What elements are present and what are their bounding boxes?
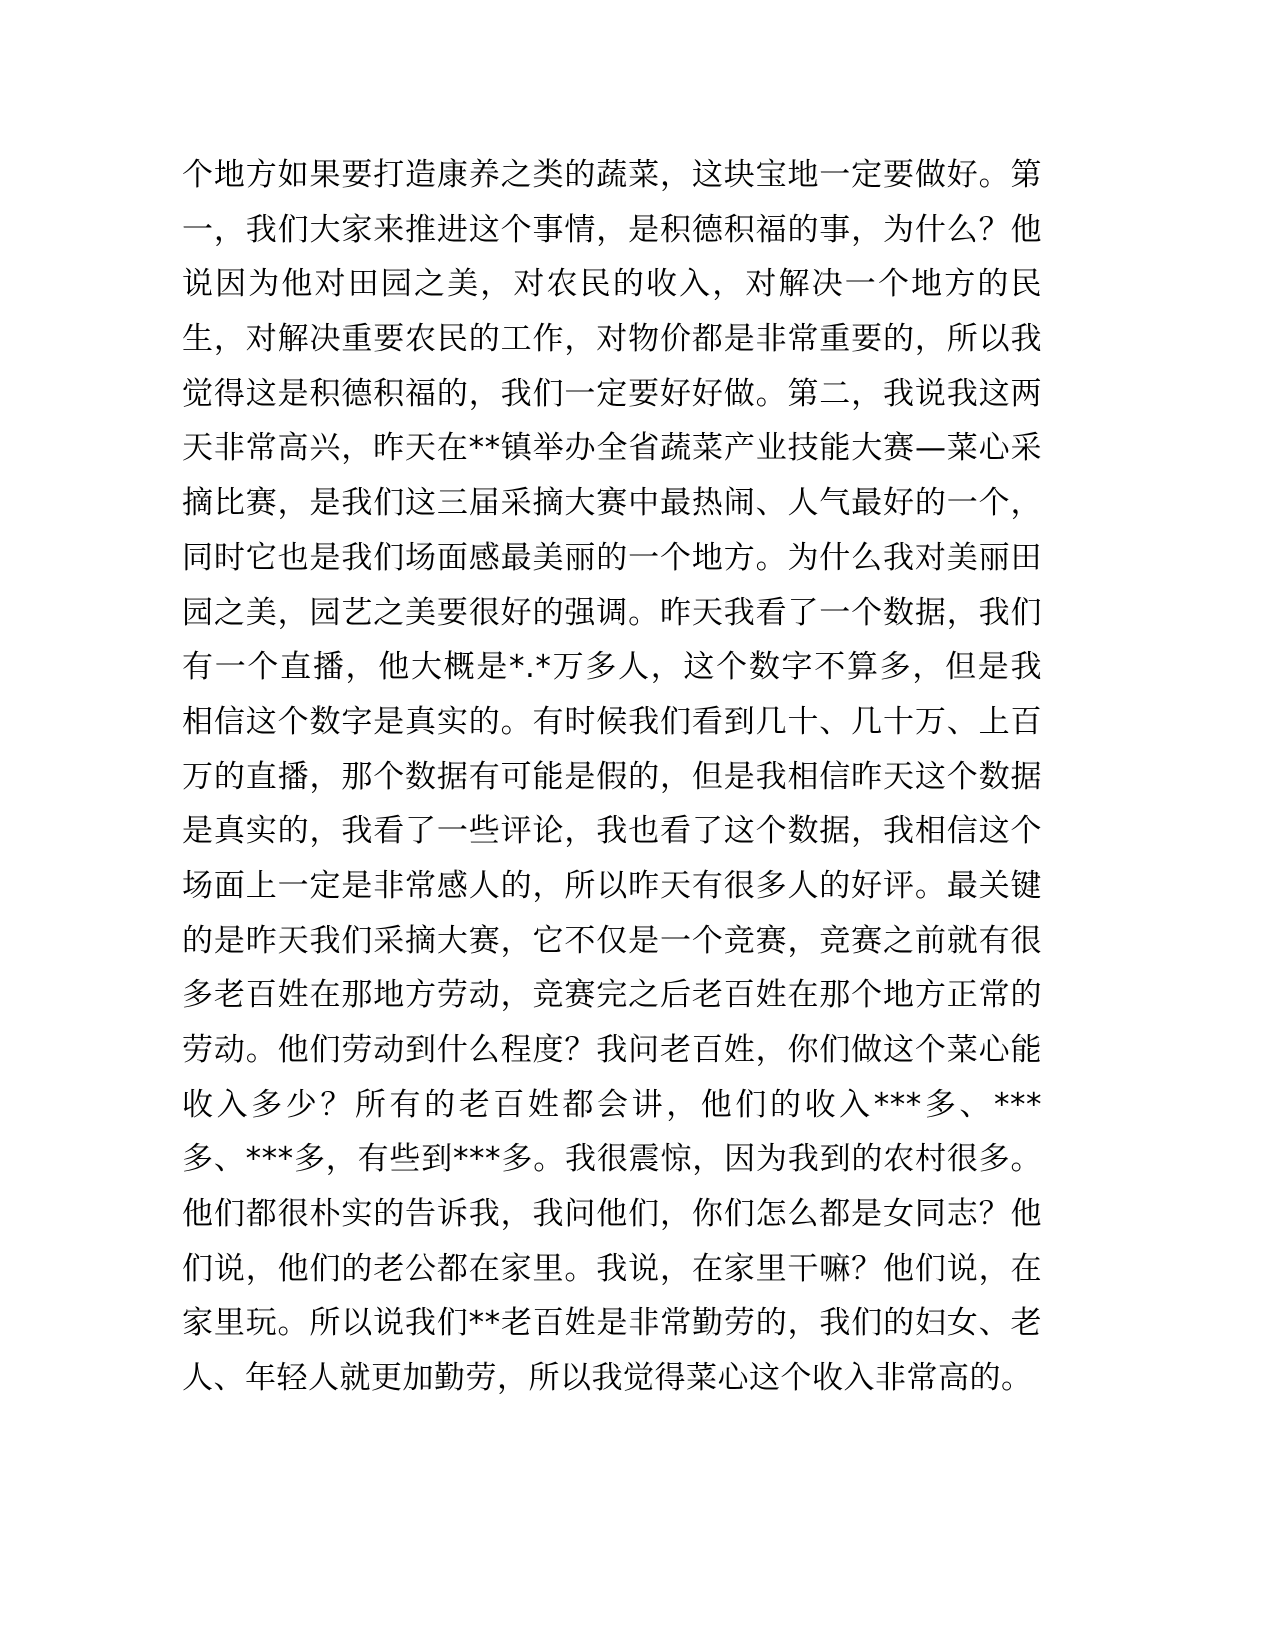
text-line: 生，对解决重要农民的工作，对物价都是非常重要的，所以我 (182, 321, 1042, 358)
text-line: 园之美，园艺之美要很好的强调。昨天我看了一个数据，我们 (182, 594, 1042, 631)
text-line: 劳动。他们劳动到什么程度？我问老百姓，你们做这个菜心能 (182, 1032, 1042, 1068)
text-line: 他们都很朴实的告诉我，我问他们，你们怎么都是女同志？他 (182, 1196, 1042, 1233)
text-line: 是真实的，我看了一些评论，我也看了这个数据，我相信这个 (182, 813, 1042, 850)
text-line: 们说，他们的老公都在家里。我说，在家里干嘛？他们说，在 (182, 1250, 1042, 1287)
text-line: 人、年轻人就更加勤劳，所以我觉得菜心这个收入非常高的。 (182, 1360, 1033, 1397)
text-line: 收入多少？所有的老百姓都会讲，他们的收入***多、*** (182, 1086, 1042, 1123)
text-line: 一，我们大家来推进这个事情，是积德积福的事，为什么？他 (182, 211, 1042, 248)
text-line: 说因为他对田园之美，对农民的收入，对解决一个地方的民 (182, 266, 1042, 303)
body-paragraph (182, 148, 1042, 1406)
text-line: 万的直播，那个数据有可能是假的，但是我相信昨天这个数据 (182, 758, 1042, 795)
text-line: 家里玩。所以说我们**老百姓是非常勤劳的，我们的妇女、老 (182, 1305, 1042, 1342)
text-line: 的是昨天我们采摘大赛，它不仅是一个竞赛，竞赛之前就有很 (182, 922, 1042, 959)
text-line: 同时它也是我们场面感最美丽的一个地方。为什么我对美丽田 (182, 539, 1042, 576)
text-line: 相信这个数字是真实的。有时候我们看到几十、几十万、上百 (182, 703, 1042, 740)
text-line: 个地方如果要打造康养之类的蔬菜，这块宝地一定要做好。第 (182, 157, 1042, 193)
text-line: 有一个直播，他大概是*.*万多人，这个数字不算多，但是我 (182, 649, 1042, 686)
text-line: 多老百姓在那地方劳动，竞赛完之后老百姓在那个地方正常的 (182, 977, 1042, 1014)
text-line: 觉得这是积德积福的，我们一定要好好做。第二，我说我这两 (182, 375, 1042, 412)
text-line: 场面上一定是非常感人的，所以昨天有很多人的好评。最关键 (182, 867, 1042, 904)
text-line: 天非常高兴，昨天在**镇举办全省蔬菜产业技能大赛—菜心采 (182, 430, 1042, 467)
text-line: 多、***多，有些到***多。我很震惊，因为我到的农村很多。 (182, 1141, 1042, 1178)
text-line: 摘比赛，是我们这三届采摘大赛中最热闹、人气最好的一个， (182, 485, 1042, 522)
